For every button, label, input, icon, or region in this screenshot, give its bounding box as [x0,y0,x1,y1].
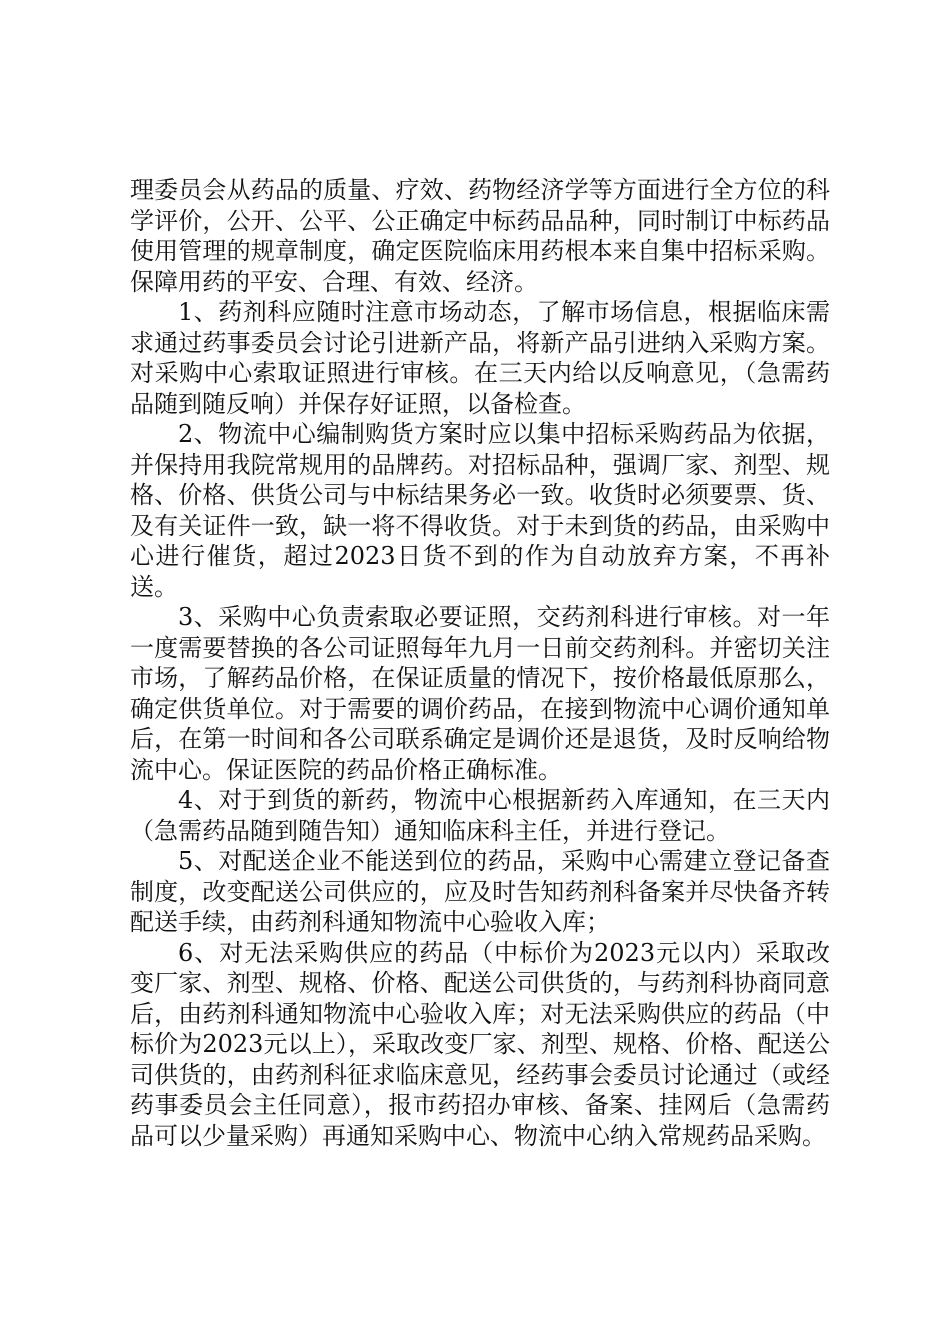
paragraph-item-2: 2、物流中心编制购货方案时应以集中招标采购药品为依据，并保持用我院常规用的品牌药。对招标品种，强调厂家、剂型、规格、价格、供货公司与中标结果务必一致。收货时必须要票、货、及有关证件一致，缺一将不得收货。对于未到货的药品，由采购中心进行催货，超过2023日货不到的作为自动放弃方案，不再补送。 [130,420,830,601]
paragraph-item-1: 1、药剂科应随时注意市场动态，了解市场信息，根据临床需求通过药事委员会讨论引进新产品，将新产品引进纳入采购方案。对采购中心索取证照进行审核。在三天内给以反响意见，（急需药品随到随反响）并保存好证照，以备检查。 [130,298,830,418]
document-body [130,175,830,1151]
paragraph-intro-continuation: 理委员会从药品的质量、疗效、药物经济学等方面进行全方位的科学评价，公开、公平、公正确定中标药品品种，同时制订中标药品使用管理的规章制度，确定医院临床用药根本来自集中招标采购。保障用药的平安、合理、有效、经济。 [130,176,830,296]
paragraph-item-4: 4、对于到货的新药，物流中心根据新药入库通知，在三天内（急需药品随到随告知）通知临床科主任，并进行登记。 [130,786,830,845]
paragraph-item-6: 6、对无法采购供应的药品（中标价为2023元以内）采取改变厂家、剂型、规格、价格、配送公司供货的，与药剂科协商同意后，由药剂科通知物流中心验收入库；对无法采购供应的药品（中标价为2023元以上），采取改变厂家、剂型、规格、价格、配送公司供货的，由药剂科征求临床意见，经药事会委员讨论通过（或经药事委员会主任同意），报市药招办审核、备案、挂网后（急需药品可以少量采购）再通知采购中心、物流中心纳入常规药品采购。 [130,938,830,1150]
paragraph-item-5: 5、对配送企业不能送到位的药品，采购中心需建立登记备查制度，改变配送公司供应的，应及时告知药剂科备案并尽快备齐转配送手续，由药剂科通知物流中心验收入库； [130,847,830,936]
paragraph-item-3: 3、采购中心负责索取必要证照，交药剂科进行审核。对一年一度需要替换的各公司证照每年九月一日前交药剂科。并密切关注市场，了解药品价格，在保证质量的情况下，按价格最低原那么，确定供货单位。对于需要的调价药品，在接到物流中心调价通知单后，在第一时间和各公司联系确定是调价还是退货，及时反响给物流中心。保证医院的药品价格正确标准。 [130,603,830,784]
